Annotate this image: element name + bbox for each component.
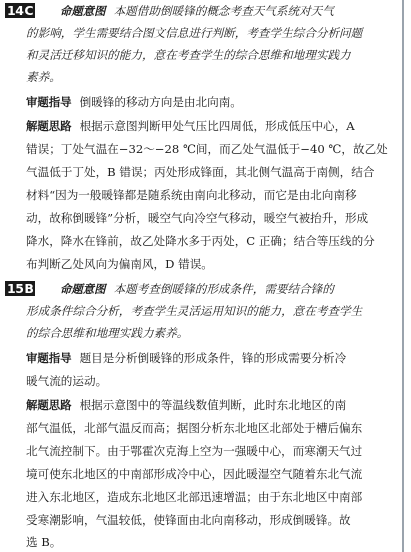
solution-line: 受寒潮影响，气温较低，使锋面由北向南移动，形成倒暖锋。故 <box>26 513 351 527</box>
solution-line <box>26 398 346 412</box>
guide-label: 审题指导 <box>26 95 72 109</box>
guide-line <box>26 351 346 365</box>
solution-line: 选 B。 <box>26 535 62 549</box>
answer-letter: C <box>24 3 34 18</box>
question-number: 14 <box>7 3 24 18</box>
solution-label: 解题思路 <box>26 398 72 412</box>
solution-line: 错误；丁处气温在−32～−28 ℃间，而乙处气温低于−40 ℃，故乙处 <box>26 142 388 156</box>
solution-line <box>26 119 355 133</box>
intent-line: 形成条件综合分析，考查学生灵活运用知识的能力，意在考查学生 <box>26 304 363 318</box>
intent-line: 的影响，学生需要结合图文信息进行判断，考查学生综合分析问题 <box>26 26 363 40</box>
solution-line: 北气流控制下。由于鄂霍次克海上空为一强暖中心，而寒潮天气过 <box>26 444 363 458</box>
intent-label: 命题意图 <box>60 4 106 18</box>
intent-line: 和灵活迁移知识的能力，意在考查学生的综合思维和地理实践力 <box>26 48 351 62</box>
intent-line <box>60 282 334 296</box>
guide-line: 暖气流的运动。 <box>26 374 108 388</box>
solution-line: 材料“因为一般暖锋都是随系统由南向北移动，而它是由北向南移 <box>26 188 357 202</box>
question-number-badge <box>5 281 35 296</box>
question-number: 15 <box>7 281 24 296</box>
intent-line: 素养。 <box>26 70 61 84</box>
intent-label: 命题意图 <box>60 282 106 296</box>
guide-text: 倒暖锋的移动方向是由北向南。 <box>79 95 242 109</box>
solution-line: 境可使东北地区的中南部形成冷中心，因此暖湿空气随着东北气流 <box>26 467 363 481</box>
solution-text: 根据示意图判断甲处气压比四周低，形成低压中心，A <box>79 119 355 133</box>
solution-line: 动，故称倒暖锋”分析，暖空气向冷空气移动，暖空气被抬升，形成 <box>26 211 369 225</box>
solution-label: 解题思路 <box>26 119 72 133</box>
question-number-badge <box>5 3 35 18</box>
solution-line: 部气温低，北部气温反而高；据图分析东北地区北部处于槽后偏东 <box>26 421 363 435</box>
intent-text: 本题考查倒暖锋的形成条件，需要结合锋的 <box>113 282 334 296</box>
solution-line: 气温低于丁处，B 错误；丙处形成锋面，其北侧气温高于南侧，结合 <box>26 165 375 179</box>
answer-letter: B <box>24 281 34 296</box>
intent-line: 的综合思维和地理实践力素养。 <box>26 326 189 340</box>
intent-text: 本题借助倒暖锋的概念考查天气系统对天气 <box>113 4 334 18</box>
solution-line: 进入东北地区，造成东北地区北部迅速增温；由于东北地区中南部 <box>26 490 363 504</box>
intent-line <box>60 4 334 18</box>
solution-line: 布判断乙处风向为偏南风，D 错误。 <box>26 257 213 271</box>
guide-line <box>26 95 242 109</box>
guide-label: 审题指导 <box>26 351 72 365</box>
guide-text: 题目是分析倒暖锋的形成条件，锋的形成需要分析冷 <box>79 351 347 365</box>
solution-line: 降水，降水在锋前，故乙处降水多于丙处，C 正确；结合等压线的分 <box>26 234 375 248</box>
solution-text: 根据示意图中的等温线数值判断，此时东北地区的南 <box>79 398 347 412</box>
